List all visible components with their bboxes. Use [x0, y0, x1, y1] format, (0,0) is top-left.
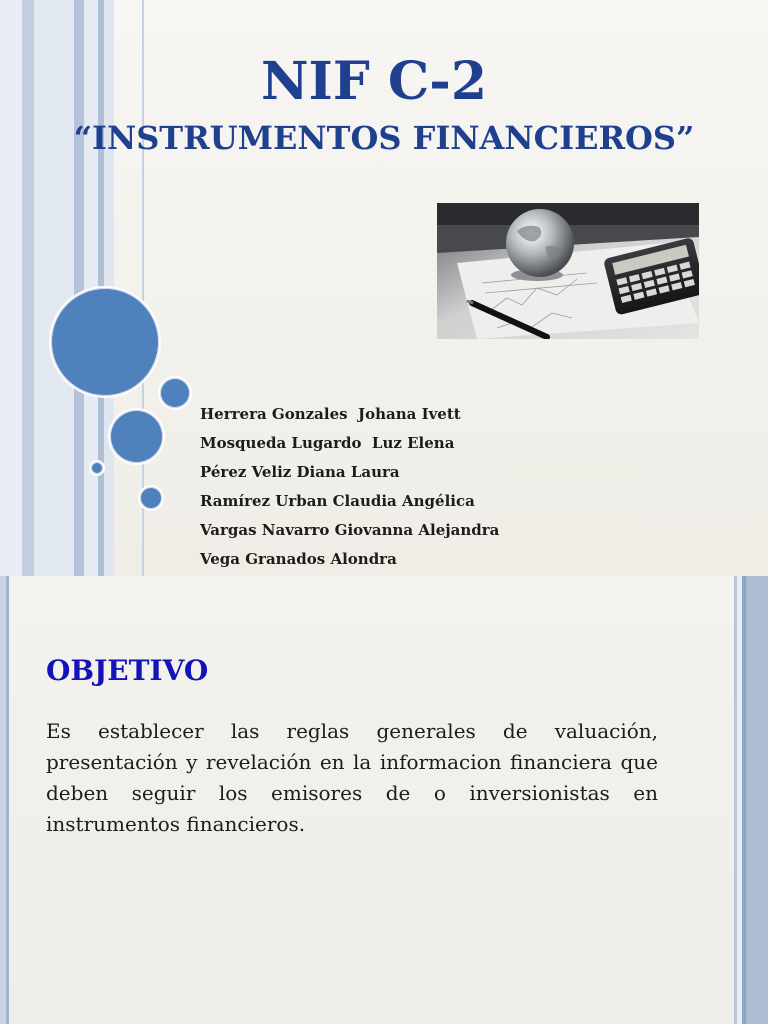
author-name: Mosqueda Lugardo Luz Elena — [200, 434, 455, 452]
decorative-stripe — [746, 576, 768, 1024]
decorative-circle — [140, 487, 162, 509]
author-name: Vega Granados Alondra — [200, 550, 397, 568]
author-name: Vargas Navarro Giovanna Alejandra — [200, 521, 500, 539]
author-name: Pérez Veliz Diana Laura — [200, 463, 400, 481]
finance-photo — [437, 203, 699, 339]
slide-subtitle: “INSTRUMENTOS FINANCIEROS” — [73, 119, 695, 157]
globe-calculator-photo-icon — [437, 203, 699, 339]
decorative-circle — [160, 378, 190, 408]
decorative-circle — [91, 462, 103, 474]
decorative-stripe — [6, 576, 9, 1024]
decorative-circle — [51, 288, 159, 396]
author-name: Ramírez Urban Claudia Angélica — [200, 492, 475, 510]
slide-title: NIF C-2 — [260, 51, 488, 112]
decorative-circle — [110, 410, 163, 463]
objective-text: Es establecer las reglas generales de valuación, presentación y revelación en la informacion financiera que deben seguir los emisores de o inversionistas en instrumentos financieros. — [46, 719, 658, 836]
objective-heading: OBJETIVO — [46, 654, 209, 687]
author-name: Herrera Gonzales Johana Ivett — [200, 405, 461, 423]
author-list — [200, 400, 499, 574]
